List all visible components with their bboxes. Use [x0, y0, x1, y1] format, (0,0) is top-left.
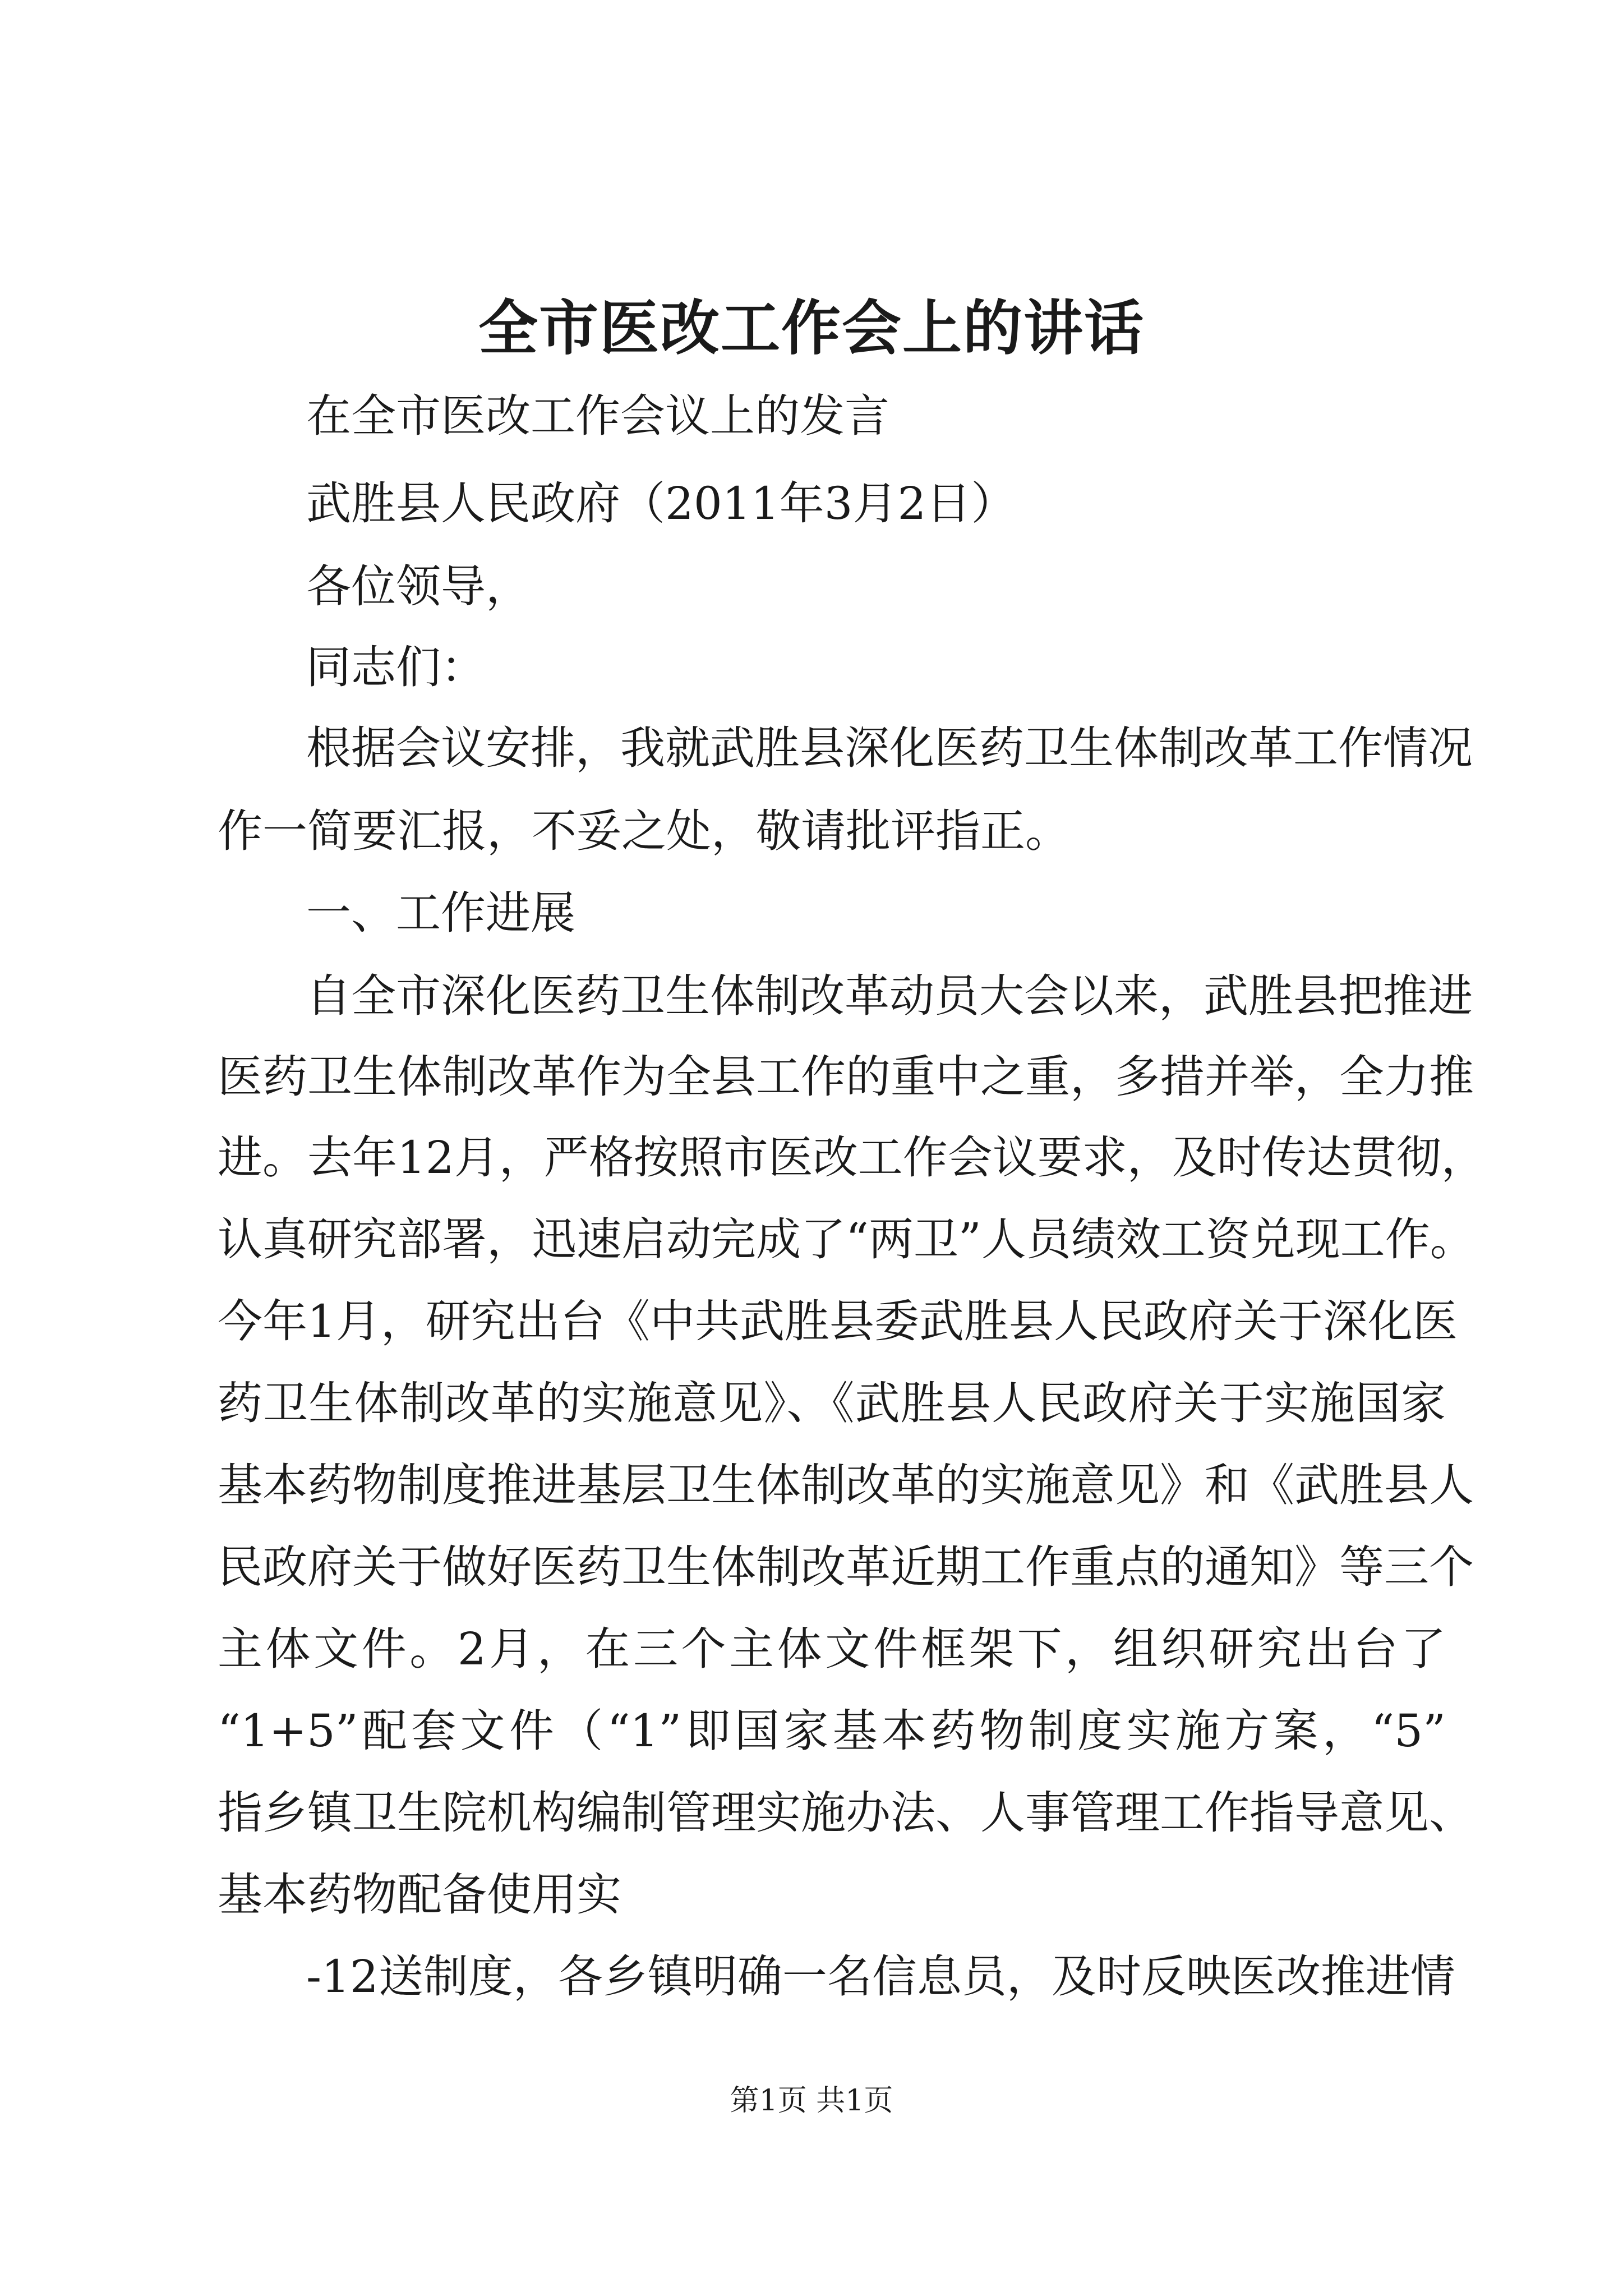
page-number: 第1页 共1页: [730, 2084, 893, 2118]
paragraph-line: 民政府关于做好医药卫生体制改革近期工作重点的通知》等三个: [218, 1541, 1474, 1593]
document-title: 全市医改工作会上的讲话: [478, 293, 1145, 363]
paragraph-line: 基本药物制度推进基层卫生体制改革的实施意见》和《武胜县人: [218, 1459, 1474, 1511]
paragraph-line: 自全市深化医药卫生体制改革动员大会以来，武胜县把推进: [306, 970, 1473, 1022]
author-date-line: 武胜县人民政府（2011年3月2日）: [306, 477, 1016, 530]
paragraph-line: “1+5”配套文件（“1”即国家基本药物制度实施方案，“5”: [218, 1705, 1446, 1757]
paragraph-line: 基本药物配备使用实: [218, 1869, 621, 1921]
paragraph-line: -12送制度，各乡镇明确一名信息员，及时反映医改推进情: [306, 1950, 1455, 2003]
paragraph-line: 主体文件。2月，在三个主体文件框架下，组织研究出台了: [218, 1623, 1446, 1675]
section-heading: 一、工作进展: [306, 887, 575, 939]
paragraph-line: 认真研究部署，迅速启动完成了“两卫”人员绩效工资兑现工作。: [218, 1213, 1475, 1266]
subtitle-line: 在全市医改工作会议上的发言: [306, 390, 889, 442]
paragraph-line: 作一简要汇报，不妥之处，敬请批评指正。: [218, 805, 1070, 857]
paragraph-line: 进。去年12月，严格按照市医改工作会议要求，及时传达贯彻，: [218, 1131, 1486, 1184]
paragraph-line: 药卫生体制改革的实施意见》、《武胜县人民政府关于实施国家: [218, 1377, 1446, 1429]
paragraph-line: 根据会议安排，我就武胜县深化医药卫生体制改革工作情况: [306, 722, 1473, 774]
paragraph-line: 今年1月，研究出台《中共武胜县委武胜县人民政府关于深化医: [218, 1295, 1458, 1347]
salutation-line-1: 各位领导，: [306, 560, 531, 613]
paragraph-line: 指乡镇卫生院机构编制管理实施办法、人事管理工作指导意见、: [218, 1787, 1474, 1839]
salutation-line-2: 同志们：: [306, 641, 486, 693]
paragraph-line: 医药卫生体制改革作为全县工作的重中之重，多措并举，全力推: [218, 1051, 1474, 1103]
